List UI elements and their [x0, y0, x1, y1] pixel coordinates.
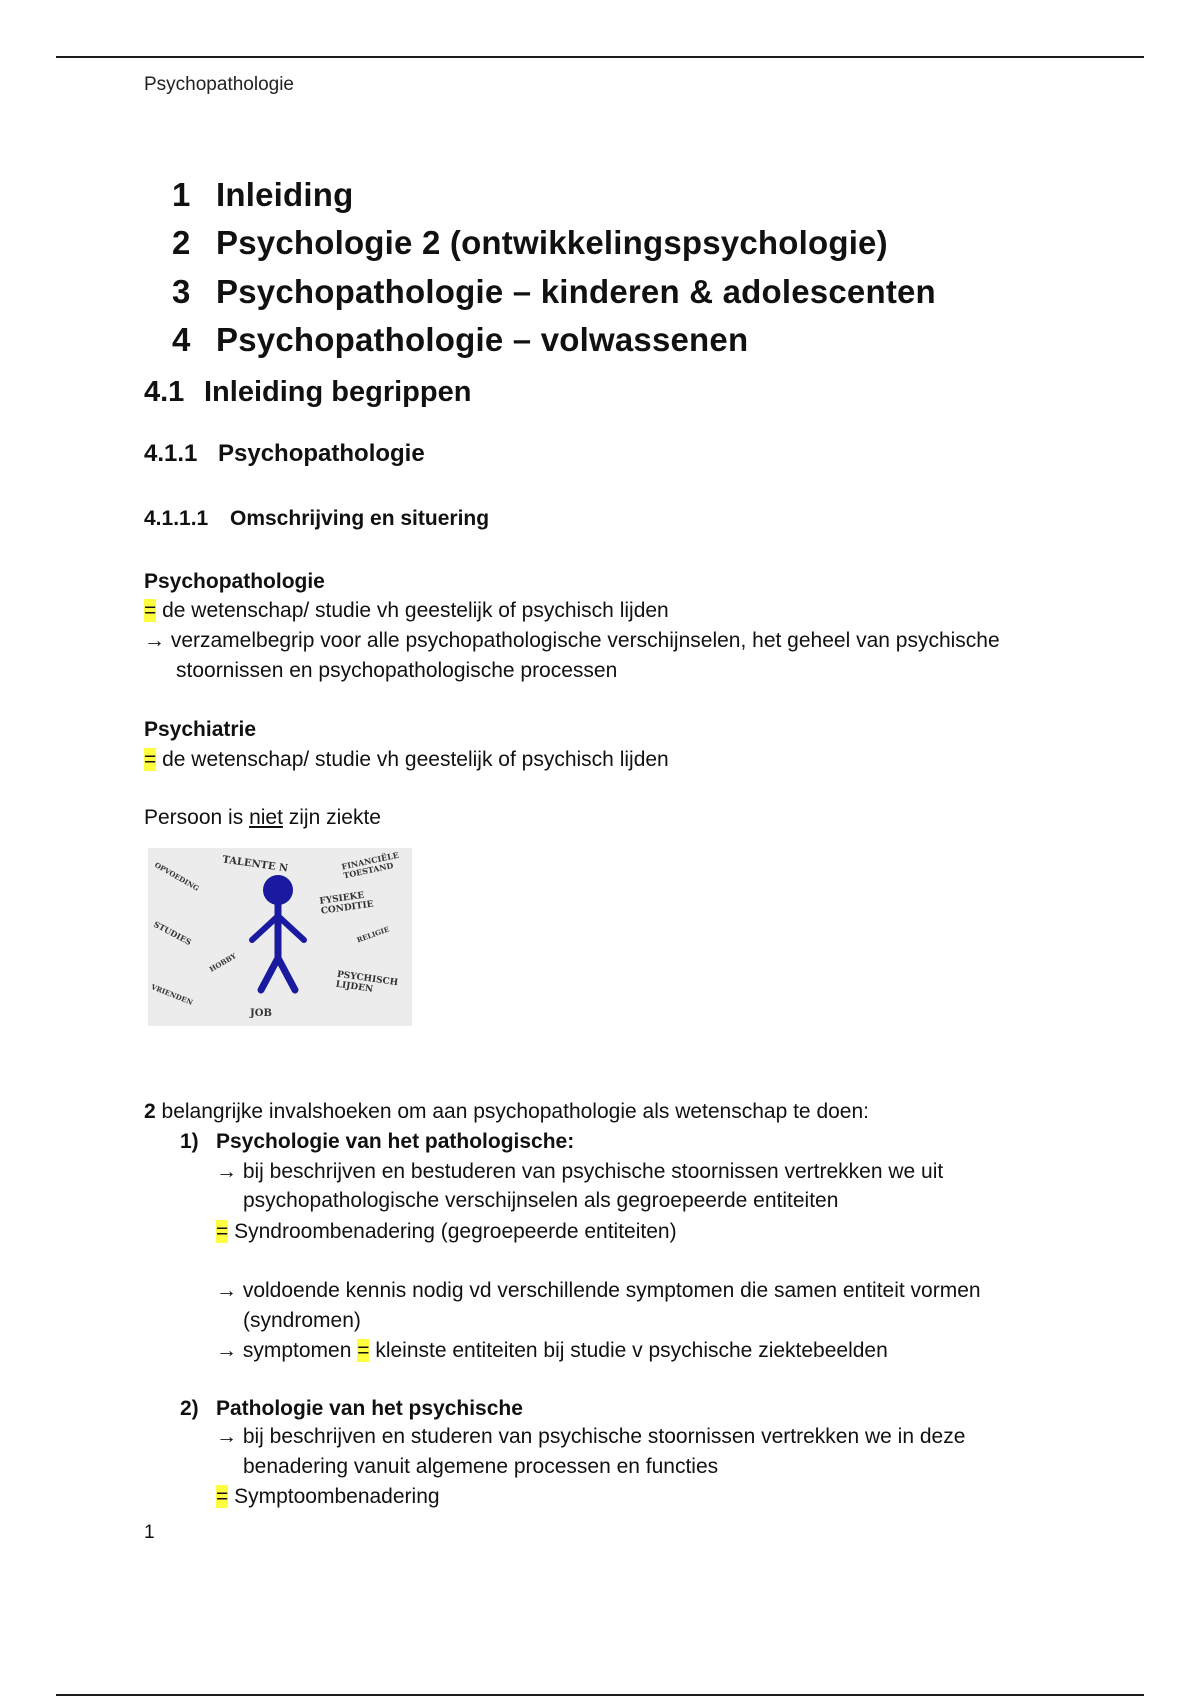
list-item-1-arrow2-cont: (syndromen)	[243, 1309, 361, 1332]
footer-rule	[56, 1694, 1144, 1696]
list-item-2-equals: = Symptoombenadering	[216, 1485, 440, 1508]
invalshoeken-intro: 2 belangrijke invalshoeken om aan psychopathologie als wetenschap te doen:	[144, 1100, 870, 1123]
chapter-number: 2	[172, 224, 191, 261]
equals-highlight: =	[216, 1485, 229, 1508]
figure-label: TALENTE N	[221, 854, 289, 875]
chapter-title: Psychopathologie – kinderen & adolescenten	[216, 273, 936, 310]
chapter-title: Psychopathologie – volwassenen	[216, 321, 749, 358]
subsubsection-number: 4.1.1.1	[144, 507, 209, 530]
equals-highlight: =	[357, 1339, 370, 1362]
list-item-1-arrow2: → voldoende kennis nodig vd verschillende symptomen die samen entiteit vormen	[216, 1279, 981, 1302]
term-psychiatrie: Psychiatrie	[144, 718, 257, 741]
subsection-heading	[144, 440, 425, 468]
arrow-note-line1: → verzamelbegrip voor alle psychopathologische verschijnselen, het geheel van psychische	[144, 629, 1000, 652]
figure-label: JOB	[250, 1008, 272, 1019]
equals-highlight: =	[216, 1220, 229, 1243]
page-number: 1	[144, 1522, 155, 1543]
figure-label: RELIGIE	[355, 924, 391, 945]
chapter-title: Psychologie 2 (ontwikkelingspsychologie)	[216, 224, 888, 261]
section-title: Inleiding begrippen	[204, 376, 472, 408]
subsubsection-title: Omschrijving en situering	[230, 507, 490, 530]
figure-label: PSYCHISCH LIJDEN	[334, 969, 399, 995]
list-item-2-title: Pathologie van het psychische	[216, 1397, 523, 1420]
equals-highlight: =	[144, 599, 157, 622]
chapter-heading-2	[172, 224, 888, 262]
list-item-1-title: Psychologie van het pathologische:	[216, 1130, 575, 1153]
figure-label: OPVOEDING	[153, 860, 201, 893]
chapter-number: 4	[172, 321, 191, 358]
figure-label: STUDIES	[152, 918, 194, 948]
chapter-title: Inleiding	[216, 176, 354, 213]
figure-label: VRIENDEN	[149, 982, 195, 1007]
underlined-word: niet	[249, 806, 283, 829]
arrow-note-line2: stoornissen en psychopathologische processen	[176, 659, 618, 682]
list-item-1-arrow1: → bij beschrijven en bestuderen van psychische stoornissen vertrekken we uit	[216, 1160, 944, 1183]
list-item-1-arrow1-cont: psychopathologische verschijnselen als gegroepeerde entiteiten	[243, 1189, 839, 1212]
subsection-number: 4.1.1	[144, 440, 198, 467]
section-heading	[144, 376, 471, 409]
stick-figure-illustration	[148, 848, 412, 1026]
chapter-number: 1	[172, 176, 191, 213]
list-item-1-arrow3: → symptomen = kleinste entiteiten bij studie v psychische ziektebeelden	[216, 1339, 888, 1362]
persoon-statement: Persoon is niet zijn ziekte	[144, 806, 381, 829]
list-item-2-arrow1-cont: benadering vanuit algemene processen en functies	[243, 1455, 719, 1478]
definition-psychopathologie: = de wetenschap/ studie vh geestelijk of psychisch lijden	[144, 599, 669, 622]
figure-label: FINANCIËLE TOESTAND	[340, 849, 400, 881]
running-header: Psychopathologie	[144, 74, 294, 95]
chapter-heading-1	[172, 176, 353, 214]
list-item-1-equals: = Syndroombenadering (gegroepeerde entiteiten)	[216, 1220, 677, 1243]
figure-label: FYSIEKE CONDITIE	[318, 890, 375, 917]
chapter-number: 3	[172, 273, 191, 310]
list-item-2-arrow1: → bij beschrijven en studeren van psychische stoornissen vertrekken we in deze	[216, 1425, 966, 1448]
header-rule	[56, 56, 1144, 58]
figure-label: HOBBY	[207, 951, 238, 974]
chapter-heading-4	[172, 321, 748, 359]
subsubsection-heading	[144, 507, 489, 531]
subsection-title: Psychopathologie	[218, 440, 425, 467]
list-item-1-number: 1)	[180, 1130, 199, 1153]
term-psychopathologie: Psychopathologie	[144, 570, 325, 593]
list-item-2-number: 2)	[180, 1397, 199, 1420]
section-number: 4.1	[144, 376, 185, 408]
definition-psychiatrie: = de wetenschap/ studie vh geestelijk of psychisch lijden	[144, 748, 669, 771]
equals-highlight: =	[144, 748, 157, 771]
chapter-heading-3	[172, 273, 936, 311]
